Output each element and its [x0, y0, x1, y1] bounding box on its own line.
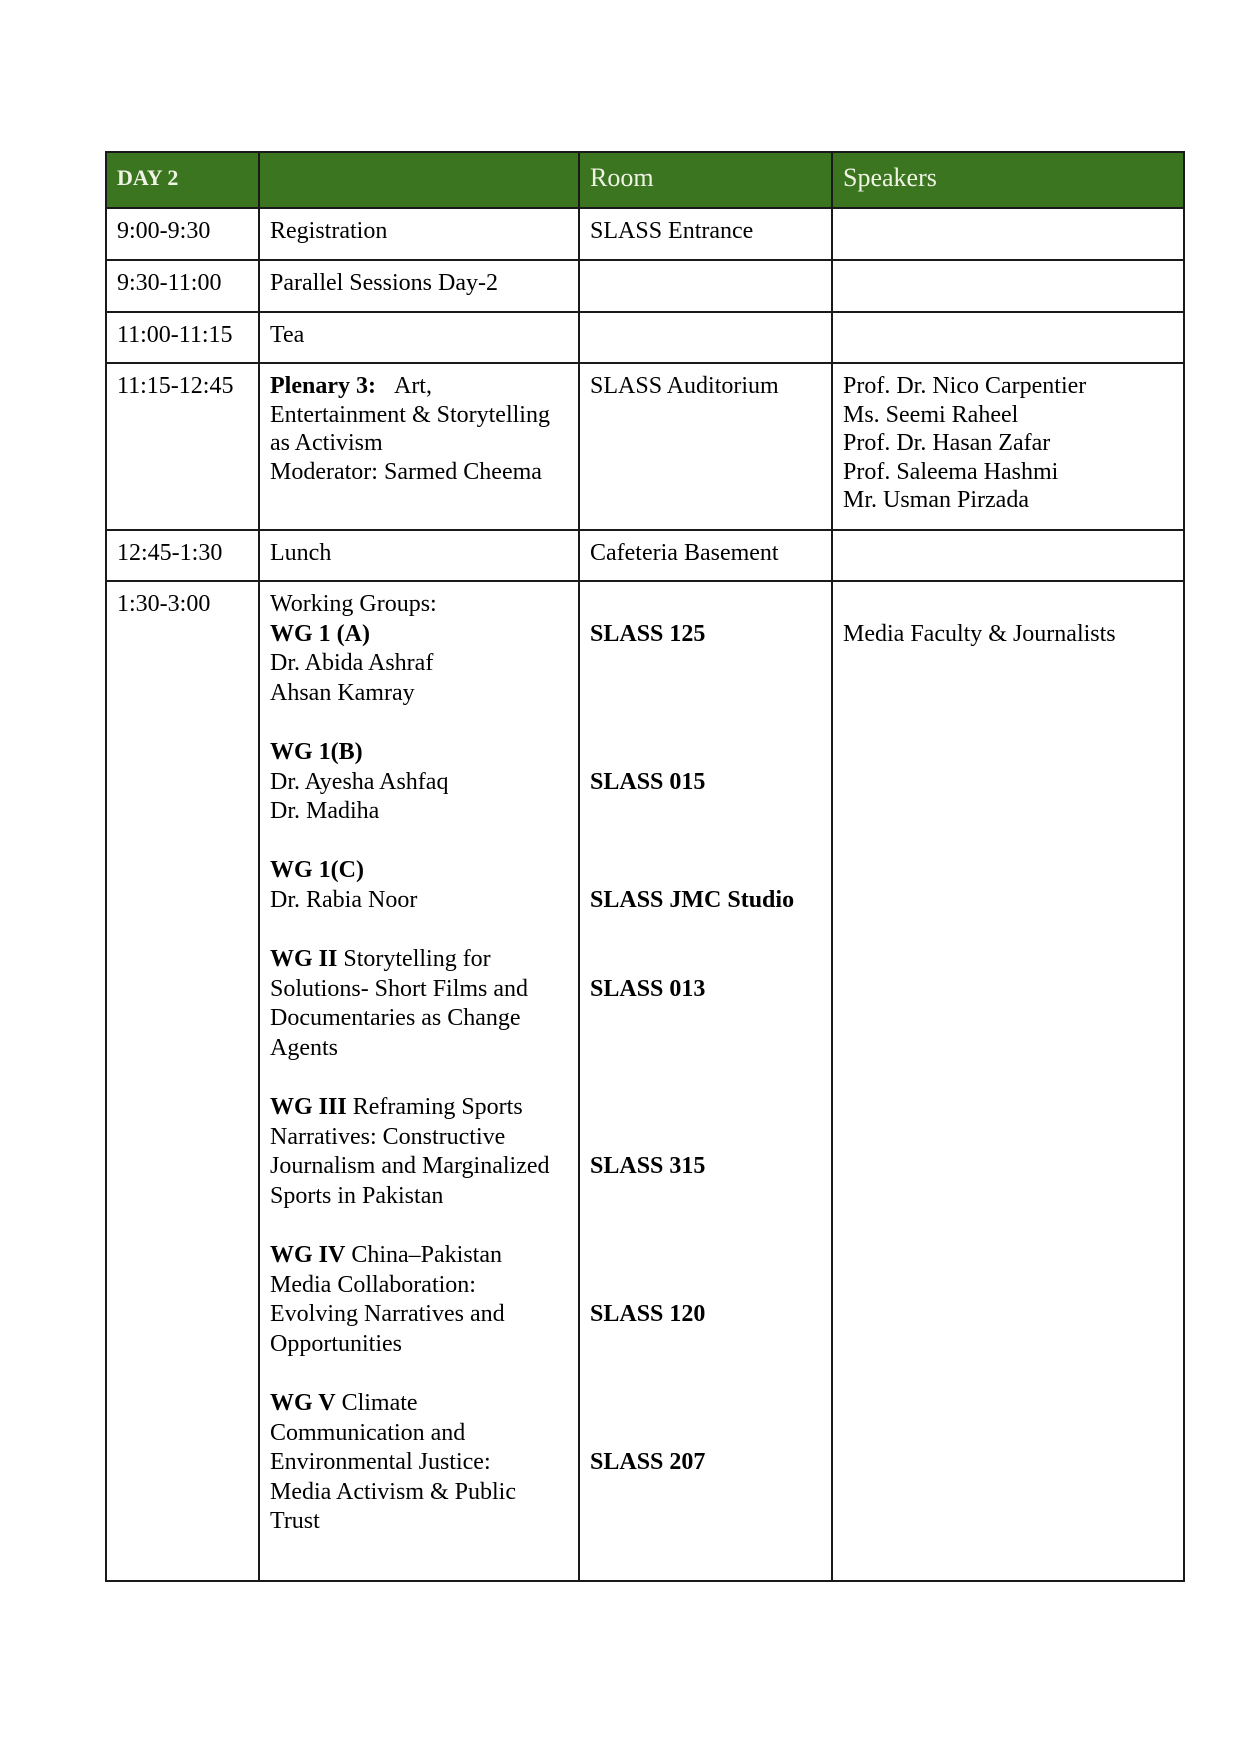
speaker-name: Ms. Seemi Raheel — [843, 401, 1019, 428]
speaker-name: Prof. Saleema Hashmi — [843, 458, 1059, 485]
time-cell: 11:15-12:45 — [117, 373, 234, 399]
wg-label: WG IV — [270, 1242, 346, 1269]
wg-title: Solutions- Short Films and — [270, 975, 529, 1002]
room-cell: SLASS Auditorium — [578, 364, 831, 529]
speakers-cell — [831, 261, 1183, 311]
table-row — [107, 261, 1183, 313]
wg-person: Dr. Madiha — [270, 798, 380, 825]
event-cell — [258, 364, 578, 529]
wg-label: WG II — [270, 946, 338, 973]
plenary-title-part: Art, — [393, 373, 432, 399]
wg-title: Documentaries as Change — [270, 1005, 521, 1032]
table-row — [107, 313, 1183, 364]
wg-room: SLASS 013 — [590, 975, 706, 1002]
wg-room: SLASS 315 — [590, 1153, 706, 1180]
table-row — [107, 531, 1183, 582]
event-cell: Parallel Sessions Day-2 — [258, 261, 578, 311]
speaker-name: Prof. Dr. Hasan Zafar — [843, 430, 1051, 457]
room-cell — [578, 582, 831, 1580]
wg-title: Climate — [341, 1390, 418, 1417]
time-cell: 12:45-1:30 — [117, 540, 223, 566]
speakers-cell — [831, 582, 1183, 1580]
event-cell — [258, 582, 578, 1580]
room-cell — [578, 261, 831, 311]
plenary-title-line: Entertainment & Storytelling — [270, 401, 550, 428]
event-cell: Tea — [258, 313, 578, 362]
wg-room: SLASS 207 — [590, 1449, 706, 1476]
wg-person: Dr. Ayesha Ashfaq — [270, 768, 449, 795]
time-cell: 9:00-9:30 — [117, 218, 211, 244]
wg-label: WG 1 (A) — [270, 620, 370, 647]
speakers-cell — [831, 209, 1183, 259]
wg-title: Communication and — [270, 1419, 466, 1446]
plenary-moderator: Moderator: Sarmed Cheema — [270, 458, 542, 485]
wg-title-line — [270, 945, 578, 975]
wg-room: SLASS JMC Studio — [590, 886, 795, 913]
header-day: DAY 2 — [117, 165, 179, 190]
wg-room: SLASS 120 — [590, 1301, 706, 1328]
wg-title: Media Activism & Public — [270, 1478, 516, 1505]
header-speakers: Speakers — [831, 153, 1183, 207]
room-cell: SLASS Entrance — [578, 209, 831, 259]
wg-title: China–Pakistan — [351, 1242, 502, 1269]
wg-label: WG III — [270, 1094, 347, 1121]
event-cell: Lunch — [258, 531, 578, 580]
wg-label: WG 1(C) — [270, 857, 364, 884]
header-event — [258, 153, 578, 207]
event-cell: Registration — [258, 209, 578, 259]
wg-room: SLASS 125 — [590, 620, 706, 647]
wg-title: Environmental Justice: — [270, 1449, 491, 1476]
room-cell — [578, 313, 831, 362]
wg-label: WG 1(B) — [270, 738, 363, 765]
table-row — [107, 209, 1183, 261]
wg-person: Ahsan Kamray — [270, 679, 415, 706]
wg-label: WG V — [270, 1390, 336, 1417]
working-groups-intro: Working Groups: — [270, 591, 437, 617]
speakers-cell — [831, 313, 1183, 362]
time-cell: 1:30-3:00 — [117, 591, 211, 617]
table-row — [107, 582, 1183, 1580]
schedule-table — [105, 151, 1185, 1582]
speakers-cell — [831, 364, 1183, 529]
wg-title-line — [270, 1241, 578, 1271]
speaker-name: Prof. Dr. Nico Carpentier — [843, 373, 1087, 399]
wg-title: Journalism and Marginalized — [270, 1153, 550, 1180]
wg-title-line — [270, 1093, 578, 1123]
table-header-row — [107, 153, 1183, 209]
time-cell: 11:00-11:15 — [117, 322, 233, 348]
wg-room: SLASS 015 — [590, 768, 706, 795]
wg-title: Sports in Pakistan — [270, 1182, 444, 1209]
plenary-title-line: as Activism — [270, 430, 383, 457]
wg-speakers: Media Faculty & Journalists — [843, 620, 1116, 647]
wg-title: Agents — [270, 1034, 338, 1061]
plenary-title-line — [270, 372, 578, 401]
wg-person: Dr. Rabia Noor — [270, 886, 418, 913]
wg-person: Dr. Abida Ashraf — [270, 650, 434, 677]
wg-title: Reframing Sports — [352, 1094, 523, 1121]
speakers-cell — [831, 531, 1183, 580]
speaker-name: Mr. Usman Pirzada — [843, 487, 1029, 514]
wg-title: Storytelling for — [343, 946, 491, 973]
room-cell: Cafeteria Basement — [578, 531, 831, 580]
wg-title: Media Collaboration: — [270, 1271, 476, 1298]
header-room: Room — [578, 153, 831, 207]
wg-title-line — [270, 1389, 578, 1419]
wg-title: Narratives: Constructive — [270, 1123, 506, 1150]
wg-title: Evolving Narratives and — [270, 1301, 505, 1328]
time-cell: 9:30-11:00 — [117, 270, 222, 296]
wg-title: Opportunities — [270, 1330, 402, 1357]
table-row — [107, 364, 1183, 531]
plenary-label: Plenary 3: — [270, 373, 376, 399]
wg-title: Trust — [270, 1508, 320, 1535]
